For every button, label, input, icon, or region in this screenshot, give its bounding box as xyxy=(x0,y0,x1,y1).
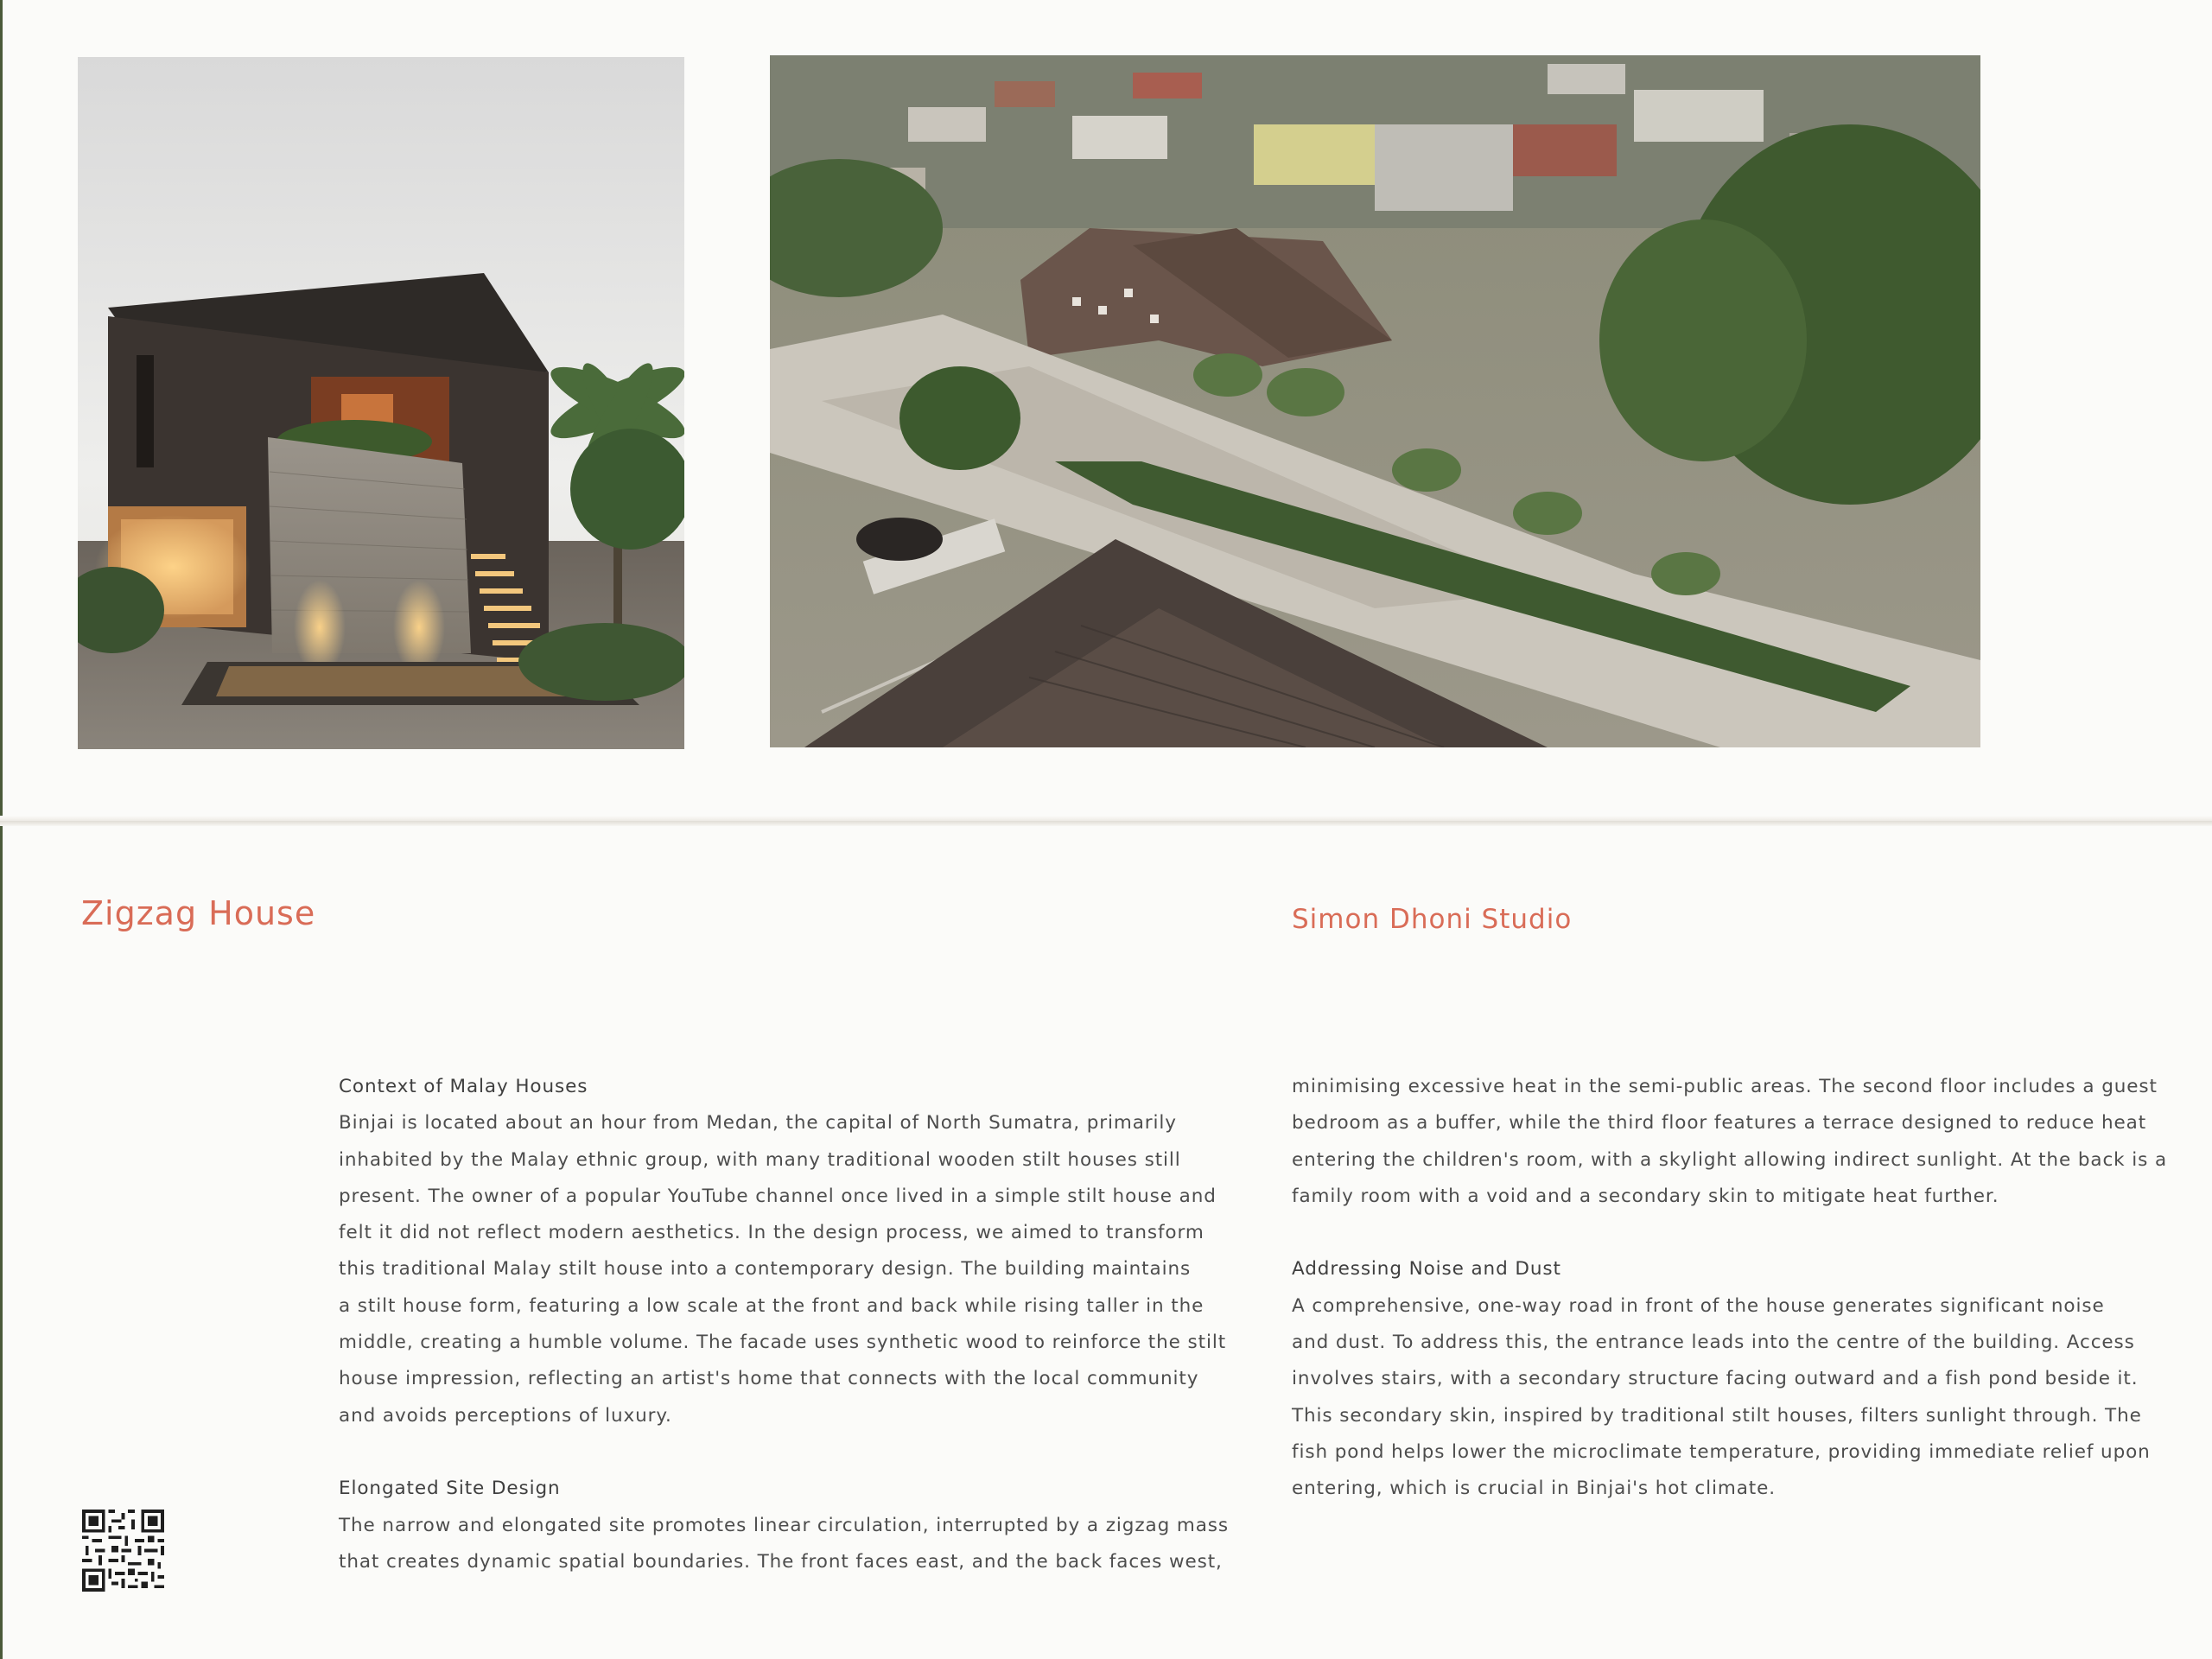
body-line: This secondary skin, inspired by traditional stilt houses, filters sunlight through. The xyxy=(1292,1404,2142,1427)
body-line: inhabited by the Malay ethnic group, with many traditional wooden stilt houses still xyxy=(339,1148,1181,1171)
body-line: bedroom as a buffer, while the third floor features a terrace designed to reduce heat xyxy=(1292,1112,2147,1135)
body-line: middle, creating a humble volume. The facade uses synthetic wood to reinforce the stilt xyxy=(339,1332,1227,1354)
body-line: this traditional Malay stilt house into a contemporary design. The building maintains xyxy=(339,1258,1192,1281)
section-heading: Elongated Site Design xyxy=(339,1478,561,1500)
studio-name: Simon Dhoni Studio xyxy=(1292,904,1573,935)
right-text-column xyxy=(1292,1069,2173,1508)
aerial-site-photo xyxy=(770,55,1980,747)
section-heading: Context of Malay Houses xyxy=(339,1076,588,1097)
body-line: felt it did not reflect modern aesthetics. In the design process, we aimed to transform xyxy=(339,1222,1205,1244)
section-heading: Addressing Noise and Dust xyxy=(1292,1258,1561,1281)
body-line: fish pond helps lower the microclimate temperature, providing immediate relief upon xyxy=(1292,1440,2151,1463)
body-line: involves stairs, with a secondary structure facing outward and a fish pond beside it. xyxy=(1292,1368,2139,1390)
body-line: that creates dynamic spatial boundaries. The front faces east, and the back faces west, xyxy=(339,1550,1223,1573)
body-line: Binjai is located about an hour from Medan, the capital of North Sumatra, primarily xyxy=(339,1112,1177,1135)
body-line: The narrow and elongated site promotes linear circulation, interrupted by a zigzag mass xyxy=(339,1514,1229,1536)
body-line: entering, which is crucial in Binjai's hot climate. xyxy=(1292,1478,1776,1500)
body-line: present. The owner of a popular YouTube channel once lived in a simple stilt house and xyxy=(339,1185,1217,1207)
body-line: and avoids perceptions of luxury. xyxy=(339,1404,672,1427)
paragraph-gap xyxy=(1292,1215,2173,1251)
page-binding-edge xyxy=(0,0,3,1659)
body-line: and dust. To address this, the entrance leads into the centre of the building. Access xyxy=(1292,1332,2135,1354)
body-line: A comprehensive, one-way road in front of the house generates significant noise xyxy=(1292,1294,2105,1317)
house-front-photo xyxy=(78,57,684,749)
paragraph-gap xyxy=(339,1434,1220,1471)
body-line: family room with a void and a secondary skin to mitigate heat further. xyxy=(1292,1185,1999,1207)
left-text-column xyxy=(339,1069,1229,1580)
body-line: entering the children's room, with a skylight allowing indirect sunlight. At the back is a xyxy=(1292,1148,2168,1171)
body-line: minimising excessive heat in the semi-public areas. The second floor includes a guest xyxy=(1292,1076,2158,1097)
body-line: a stilt house form, featuring a low scale at the front and back while rising taller in the xyxy=(339,1294,1205,1317)
body-line: house impression, reflecting an artist's home that connects with the local community xyxy=(339,1368,1199,1390)
qr-code[interactable] xyxy=(82,1510,164,1592)
project-title: Zigzag House xyxy=(81,894,316,932)
page-fold xyxy=(0,821,2212,826)
